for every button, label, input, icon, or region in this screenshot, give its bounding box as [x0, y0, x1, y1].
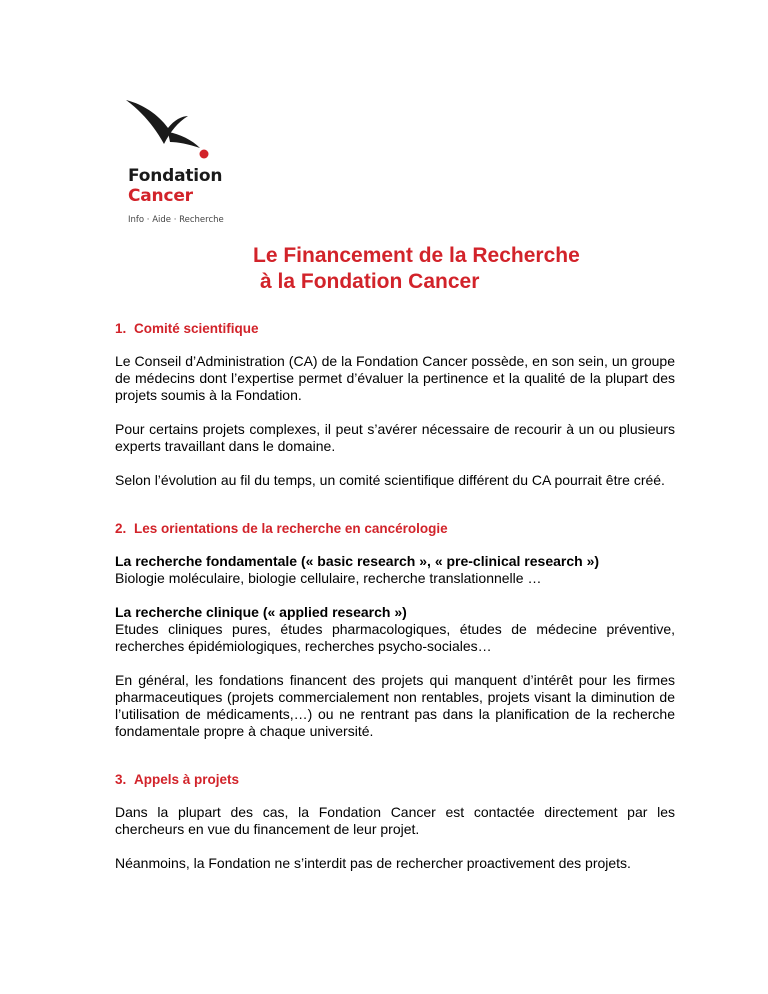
logo-name-line2: Cancer	[128, 186, 193, 206]
section1-paragraph: Pour certains projets complexes, il peut s’avérer nécessaire de recourir à un ou plusieurs experts travaillant dans le domaine.	[115, 421, 675, 454]
fondation-cancer-logo	[124, 98, 264, 233]
title-line1: Le Financement de la Recherche	[253, 244, 580, 267]
clinical-research-text: Etudes cliniques pures, études pharmacologiques, études de médecine préventive, recherches épidémiologiques, recherches psycho-sociales…	[115, 621, 675, 654]
document-body	[115, 320, 675, 872]
section2-heading-text: Les orientations de la recherche en cancérologie	[134, 521, 448, 536]
section1-paragraph: Le Conseil d’Administration (CA) de la Fondation Cancer possède, en son sein, un groupe de médecins dont l’expertise permet d’évaluer la pertinence et la qualité de la plupart des projets soumis à la Fondation.	[115, 353, 675, 403]
title-line2: à la Fondation Cancer	[260, 270, 480, 293]
section2-number: 2.	[115, 521, 127, 536]
document-title	[250, 243, 580, 295]
clinical-research-title: La recherche clinique (« applied research »)	[115, 604, 407, 620]
logo-name-line1: Fondation	[128, 166, 223, 186]
section2-heading	[115, 520, 675, 537]
section3-number: 3.	[115, 772, 127, 787]
section3-paragraph: Dans la plupart des cas, la Fondation Cancer est contactée directement par les chercheurs en vue du financement de leur projet.	[115, 804, 675, 837]
section1-heading	[115, 320, 675, 337]
logo-tagline: Info · Aide · Recherche	[128, 215, 224, 225]
section1-paragraph: Selon l’évolution au fil du temps, un comité scientifique différent du CA pourrait être créé.	[115, 472, 665, 488]
logo-wordmark	[128, 166, 222, 206]
section1-number: 1.	[115, 321, 127, 336]
section3-heading-text: Appels à projets	[134, 772, 240, 787]
section3-heading	[115, 771, 675, 788]
logo-swoosh-icon	[124, 98, 224, 162]
section3-paragraph: Néanmoins, la Fondation ne s’interdit pas de rechercher proactivement des projets.	[115, 855, 631, 871]
fundamental-research-text: Biologie moléculaire, biologie cellulaire, recherche translationnelle …	[115, 570, 542, 586]
section2-paragraph: En général, les fondations financent des projets qui manquent d’intérêt pour les firmes pharmaceutiques (projets commercialement non rentables, projets visant la diminution de l’utilisation de médicaments,…) ou ne rentrant pas dans la planification de la recherche fondamentale propre à chaque université.	[115, 672, 675, 739]
fundamental-research-title: La recherche fondamentale (« basic research », « pre-clinical research »)	[115, 553, 600, 569]
section1-heading-text: Comité scientifique	[134, 321, 259, 336]
